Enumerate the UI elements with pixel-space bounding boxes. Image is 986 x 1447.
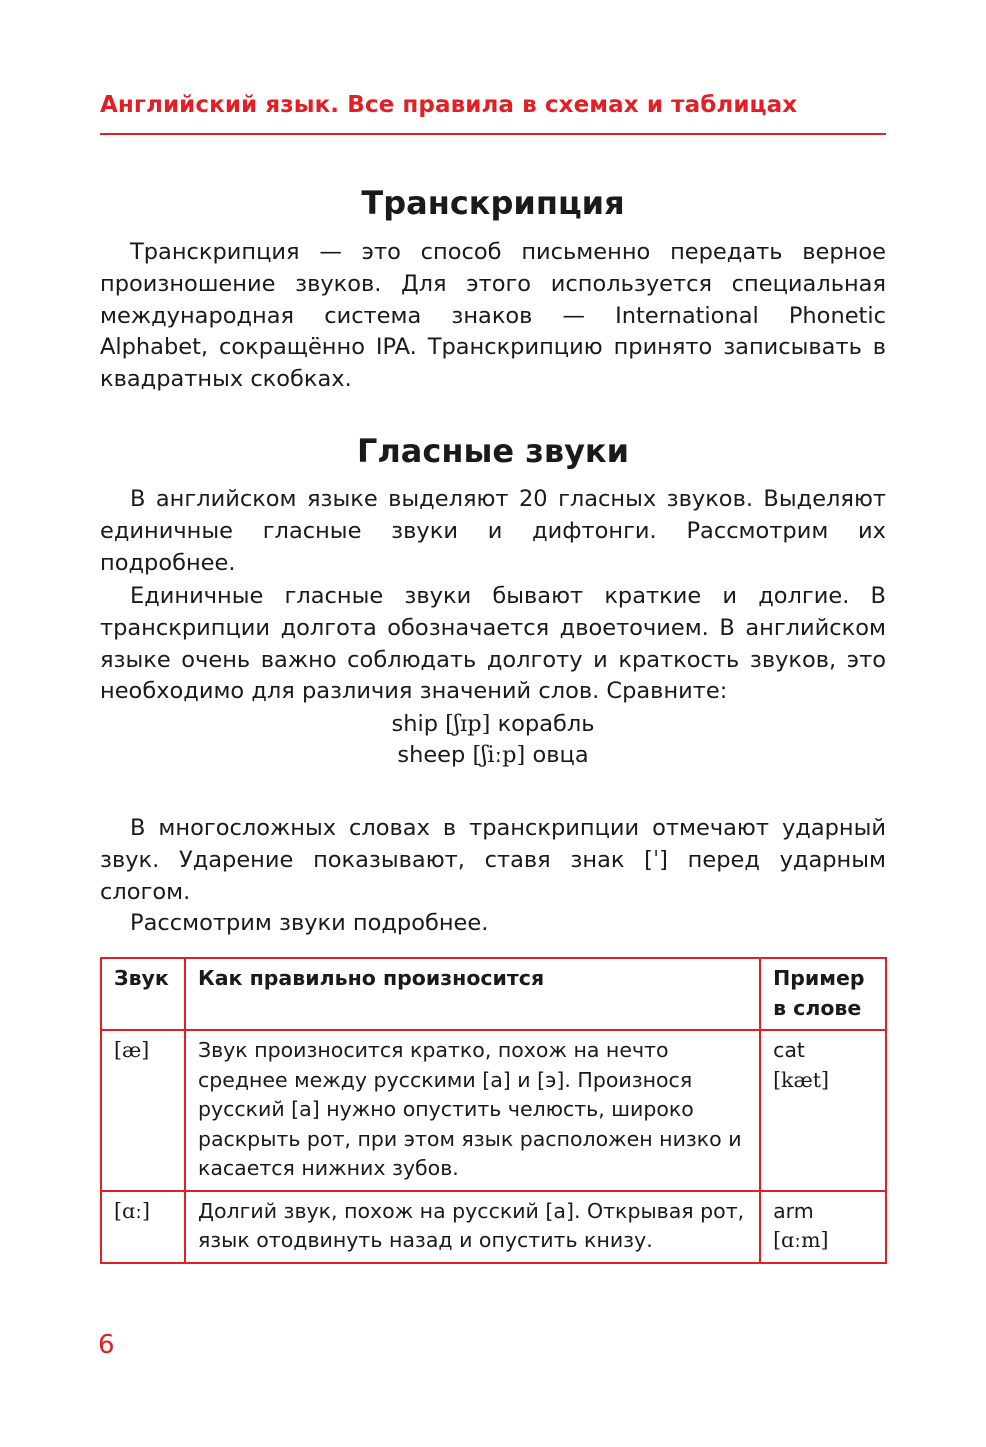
example-word: arm	[773, 1198, 814, 1223]
section-title-transcription: Транскрипция	[361, 184, 625, 222]
paragraph-look-closer: Рассмотрим звуки подробнее.	[130, 910, 489, 936]
example-transcription: [ʃɪp]	[445, 711, 491, 737]
example-word: cat	[773, 1038, 805, 1062]
cell-sound: [æ]	[101, 1030, 185, 1191]
cell-description: Звук произносится кратко, похож на нечто среднее между русскими [а] и [э]. Произнося русский [а] нужно опустить челюсть, широко раскрыть рот, при этом язык расположен низко и касается нижних зубов.	[185, 1030, 760, 1191]
header-sound: Звук	[101, 958, 185, 1030]
vowel-sounds-table	[100, 957, 887, 1264]
example-transcription: [ʃiːp]	[472, 742, 526, 768]
example-translation: корабль	[497, 711, 595, 737]
table-header-row	[101, 958, 886, 1030]
header-example: Пример в слове	[760, 958, 886, 1030]
example-word: ship	[391, 711, 438, 737]
cell-example	[760, 1191, 886, 1263]
table-row	[101, 1030, 886, 1191]
example-transcription: [kæt]	[773, 1067, 829, 1092]
example-word: sheep	[397, 742, 466, 768]
table-row	[101, 1191, 886, 1263]
running-head-title: Английский язык. Все правила в схемах и таблицах	[100, 92, 798, 118]
header-divider	[100, 133, 886, 135]
paragraph-vowels-count: В английском языке выделяют 20 гласных звуков. Выделяют единичные гласные звуки и дифтонги. Рассмотрим их подробнее.	[100, 486, 886, 576]
section-title-vowels: Гласные звуки	[356, 432, 630, 470]
cell-example	[760, 1030, 886, 1191]
example-translation: овца	[532, 742, 589, 768]
cell-sound: [ɑː]	[101, 1191, 185, 1263]
paragraph-transcription-intro: Транскрипция — это способ письменно передать верное произношение звуков. Для этого используется специальная международная система знаков — International Phonetic Alphabet, сокращённо IPA. Транскрипцию принято записывать в квадратных скобках.	[100, 239, 886, 393]
header-description: Как правильно произносится	[185, 958, 760, 1030]
paragraph-vowel-length: Единичные гласные звуки бывают краткие и долгие. В транскрипции долгота обозначается двоеточием. В английском языке очень важно соблюдать долготу и краткость звуков, это необходимо для различия значений слов. Сравните:	[100, 583, 886, 705]
example-sheep	[100, 740, 886, 771]
example-ship	[100, 709, 886, 740]
paragraph-stress: В многосложных словах в транскрипции отмечают ударный звук. Ударение показывают, ставя знак [ˈ] перед ударным слогом.	[100, 815, 886, 905]
cell-description: Долгий звук, похож на русский [а]. Открывая рот, язык отодвинуть назад и опустить книзу.	[185, 1191, 760, 1263]
example-transcription: [ɑːm]	[773, 1228, 829, 1252]
page-number: 6	[98, 1330, 115, 1360]
